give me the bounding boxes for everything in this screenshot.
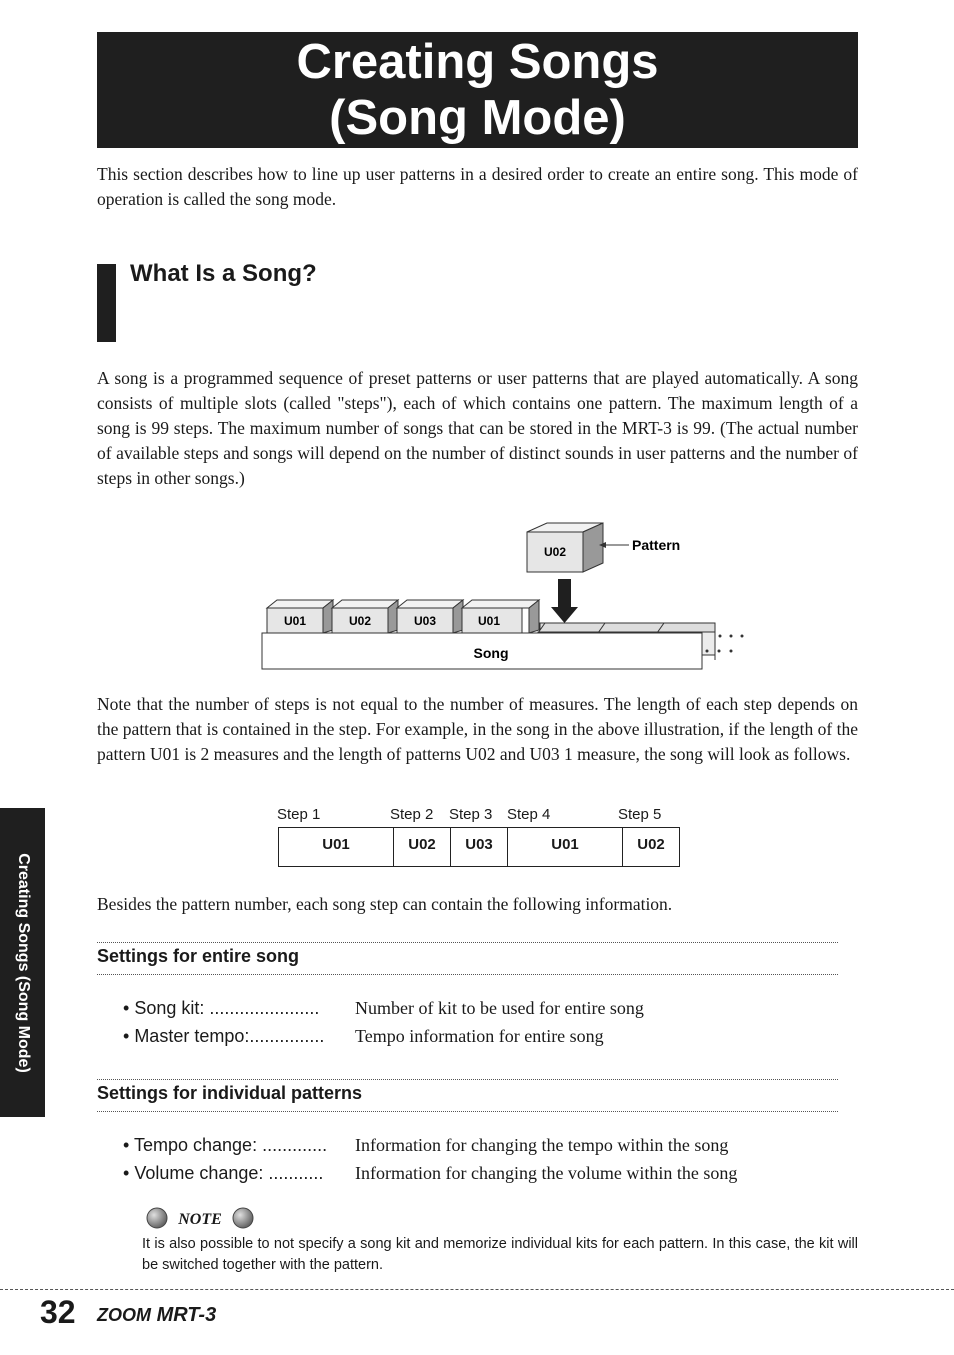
step-label: Step 2 [390, 806, 434, 823]
pattern-settings-heading: Settings for individual patterns [97, 1083, 363, 1103]
footer-brand: ZOOM [97, 1305, 151, 1325]
song-slot-label: U01 [283, 614, 307, 628]
pattern-callout-label: Pattern [632, 537, 681, 553]
step-cell: U02 [637, 836, 665, 853]
note-badge [146, 1206, 258, 1230]
chapter-side-tab [0, 808, 45, 1117]
steps-table [278, 827, 680, 867]
incoming-pattern-label: U02 [543, 545, 567, 559]
setting-volume-change: • Volume change: ........... [123, 1163, 324, 1183]
song-slot-1 [267, 600, 333, 633]
page-number: 32 [40, 1294, 76, 1330]
step-cell: U01 [508, 828, 623, 866]
divider [97, 974, 838, 975]
page-title [97, 32, 858, 148]
song-base-label: Song [473, 645, 509, 661]
song-slot-label: U01 [477, 614, 501, 628]
setting-description: Information for changing the volume within the song [355, 1163, 738, 1183]
step-label: Step 3 [449, 806, 493, 823]
section-heading: What Is a Song? [130, 260, 317, 287]
step-cell: U03 [451, 828, 508, 866]
setting-label: Song kit: [134, 998, 205, 1018]
step-label: Step 5 [618, 806, 662, 823]
page-title-line-2: (Song Mode) [329, 91, 626, 145]
song-diagram [255, 515, 755, 675]
footer-product [97, 1304, 216, 1327]
step-label: Step 4 [507, 806, 551, 823]
leader-dots: ............... [249, 1026, 325, 1046]
setting-label: Volume change: [134, 1163, 264, 1183]
setting-description: Number of kit to be used for entire song [355, 998, 644, 1018]
note-badge-label: NOTE [178, 1211, 222, 1228]
setting-song-kit: • Song kit: ...................... [123, 998, 320, 1018]
footer-divider [0, 1289, 954, 1290]
song-slot-label: U02 [348, 614, 372, 628]
steps-measures-paragraph: Note that the number of steps is not equal to the number of measures. The length of each step depends on the pattern that is contained in the step. For example, in the song in the above illustration, if the length of the pattern U01 is 2 measures and the length of patterns U02 and U03 1 measure, the song will look as follows. [97, 694, 858, 764]
setting-tempo-change: • Tempo change: ............. [123, 1135, 328, 1155]
setting-master-tempo: • Master tempo:............... [123, 1026, 325, 1046]
song-settings-heading: Settings for entire song [97, 946, 300, 966]
divider [97, 1079, 838, 1080]
song-definition-paragraph: A song is a programmed sequence of preset patterns or user patterns that are played automatically. A song consists of multiple slots (called "steps"), each of which contains one pattern. The maximum length of a song is 99 steps. The maximum number of songs that can be stored in the MRT-3 is 99. (The actual number of available steps and songs will depend on the number of distinct sounds in user patterns and the number of steps in other songs.) [97, 368, 858, 488]
step-cell: U01 [279, 828, 394, 866]
step-info-paragraph: Besides the pattern number, each song step can contain the following information. [97, 894, 673, 914]
step-label: Step 1 [277, 806, 321, 823]
insert-arrow [551, 579, 578, 623]
setting-label: Tempo change: [133, 1135, 258, 1155]
setting-label: Master tempo: [134, 1026, 250, 1046]
note-text: It is also possible to not specify a song kit and memorize individual kits for each pattern. In this case, the kit will be switched together with the pattern. [142, 1236, 858, 1273]
page-title-line-1: Creating Songs [296, 35, 659, 89]
note-badge-right-circle-icon [233, 1208, 253, 1228]
leader-dots: ............. [262, 1135, 328, 1155]
setting-description: Tempo information for entire song [355, 1026, 604, 1046]
section-heading-bar [97, 264, 116, 342]
leader-dots: ........... [268, 1163, 324, 1183]
intro-paragraph: This section describes how to line up user patterns in a desired order to create an entire song. This mode of operation is called the song mode. [97, 164, 858, 209]
song-slot-3 [397, 600, 463, 633]
note-badge-left-circle-icon [147, 1208, 167, 1228]
song-slot-4 [462, 600, 539, 633]
song-slot-label: U03 [413, 614, 437, 628]
step-cell: U02 [394, 828, 451, 866]
setting-description: Information for changing the tempo within the song [355, 1135, 729, 1155]
divider [97, 942, 838, 943]
song-slot-2 [332, 600, 398, 633]
divider [97, 1111, 838, 1112]
leader-dots: ...................... [209, 998, 320, 1018]
incoming-pattern-cube [527, 523, 603, 572]
footer-model: MRT-3 [156, 1304, 217, 1326]
chapter-side-tab-label: Creating Songs (Song Mode) [14, 852, 32, 1073]
